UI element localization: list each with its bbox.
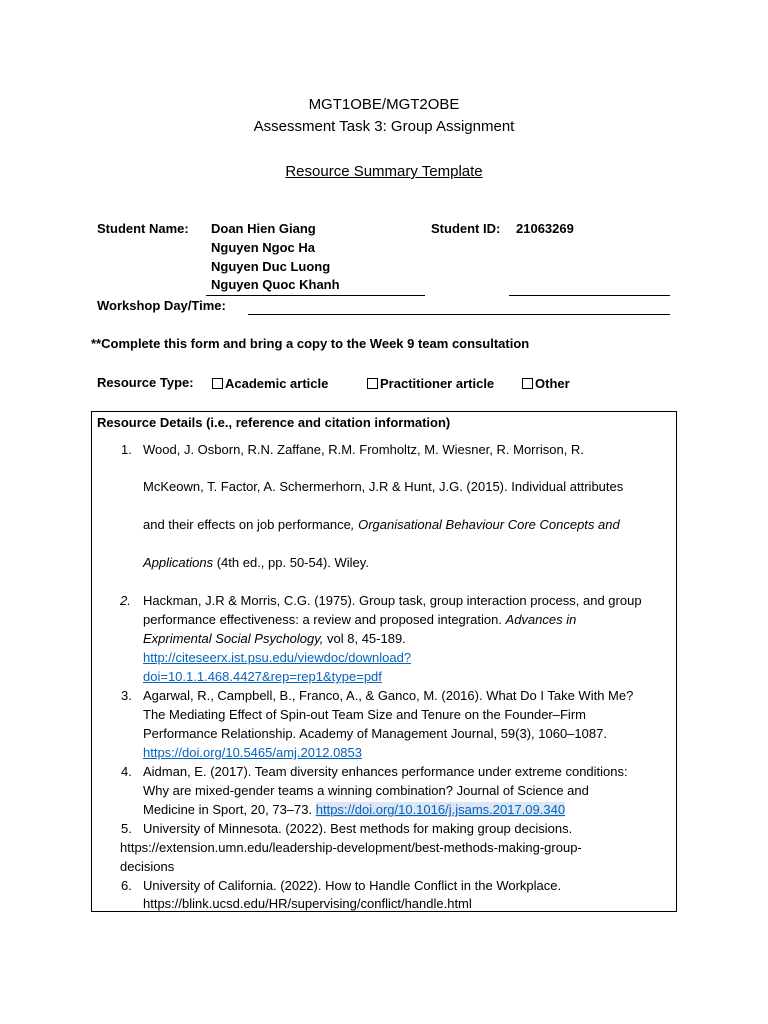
id-underline [509, 295, 670, 296]
checkbox-icon[interactable] [367, 378, 378, 389]
ref4-link[interactable]: https://doi.org/10.1016/j.jsams.2017.09.340 [315, 802, 566, 817]
student-name-label: Student Name: [97, 221, 189, 236]
ref3-line3: Performance Relationship. Academy of Management Journal, 59(3), 1060–1087. [143, 726, 607, 741]
ref3-line1: Agarwal, R., Campbell, B., Franco, A., & Ganco, M. (2016). What Do I Take With Me? [143, 688, 634, 703]
course-code: MGT1OBE/MGT2OBE [308, 96, 460, 113]
workshop-underline [248, 314, 670, 315]
workshop-label: Workshop Day/Time: [97, 298, 226, 313]
student-id-label: Student ID: [431, 221, 501, 236]
ref1-line1: Wood, J. Osborn, R.N. Zaffane, R.M. Fromholtz, M. Wiesner, R. Morrison, R. [143, 442, 584, 457]
ref1-line4: Applications (4th ed., pp. 50-54). Wiley. [143, 555, 369, 570]
ref6-line1: University of California. (2022). How to Handle Conflict in the Workplace. [143, 878, 562, 893]
ref4-line3: Medicine in Sport, 20, 73–73. https://doi.org/10.1016/j.jsams.2017.09.340 [143, 802, 566, 817]
resource-type-label: Resource Type: [97, 375, 194, 390]
template-title: Resource Summary Template [285, 163, 483, 180]
ref2-link[interactable]: http://citeseerx.ist.psu.edu/viewdoc/download? [143, 650, 412, 665]
ref4-line2: Why are mixed-gender teams a winning combination? Journal of Science and [143, 783, 589, 798]
ref5-line3: decisions [120, 859, 175, 874]
student-name-2: Nguyen Ngoc Ha [211, 240, 316, 255]
ref5-line1: University of Minnesota. (2022). Best methods for making group decisions. [143, 821, 573, 836]
ref6-line2: https://blink.ucsd.edu/HR/supervising/conflict/handle.html [143, 896, 472, 911]
ref1-line3: and their effects on job performance, Organisational Behaviour Core Concepts and [143, 517, 620, 532]
ref2-line2: performance effectiveness: a review and proposed integration. Advances in [143, 612, 577, 627]
option-practitioner[interactable]: Practitioner article [367, 376, 494, 391]
student-name-1: Doan Hien Giang [211, 221, 316, 236]
ref1-number: 1. [121, 442, 132, 457]
ref4-number: 4. [121, 764, 132, 779]
student-name-3: Nguyen Duc Luong [211, 259, 331, 274]
ref2-number: 2. [120, 593, 131, 608]
ref1-line2: McKeown, T. Factor, A. Schermerhorn, J.R & Hunt, J.G. (2015). Individual attributes [143, 479, 624, 494]
ref2-line1: Hackman, J.R & Morris, C.G. (1975). Group task, group interaction process, and group [143, 593, 642, 608]
instruction: **Complete this form and bring a copy to the Week 9 team consultation [91, 336, 530, 351]
assessment-title: Assessment Task 3: Group Assignment [253, 118, 515, 135]
ref3-number: 3. [121, 688, 132, 703]
ref5-number: 5. [121, 821, 132, 836]
checkbox-icon[interactable] [522, 378, 533, 389]
ref6-number: 6. [121, 878, 132, 893]
ref3-line2: The Mediating Effect of Spin-out Team Size and Tenure on the Founder–Firm [143, 707, 586, 722]
student-id-value: 21063269 [516, 221, 574, 236]
details-heading: Resource Details (i.e., reference and citation information) [97, 415, 451, 430]
name-underline [206, 295, 425, 296]
ref5-line2: https://extension.umn.edu/leadership-development/best-methods-making-group- [120, 840, 582, 855]
option-other[interactable]: Other [522, 376, 570, 391]
option-academic[interactable]: Academic article [212, 376, 328, 391]
checkbox-icon[interactable] [212, 378, 223, 389]
ref2-link-cont[interactable]: doi=10.1.1.468.4427&rep=rep1&type=pdf [143, 669, 382, 684]
ref2-line3: Exprimental Social Psychology, vol 8, 45-189. [143, 631, 406, 646]
ref4-line1: Aidman, E. (2017). Team diversity enhances performance under extreme conditions: [143, 764, 628, 779]
ref3-link[interactable]: https://doi.org/10.5465/amj.2012.0853 [143, 745, 362, 760]
student-name-4: Nguyen Quoc Khanh [211, 277, 340, 292]
